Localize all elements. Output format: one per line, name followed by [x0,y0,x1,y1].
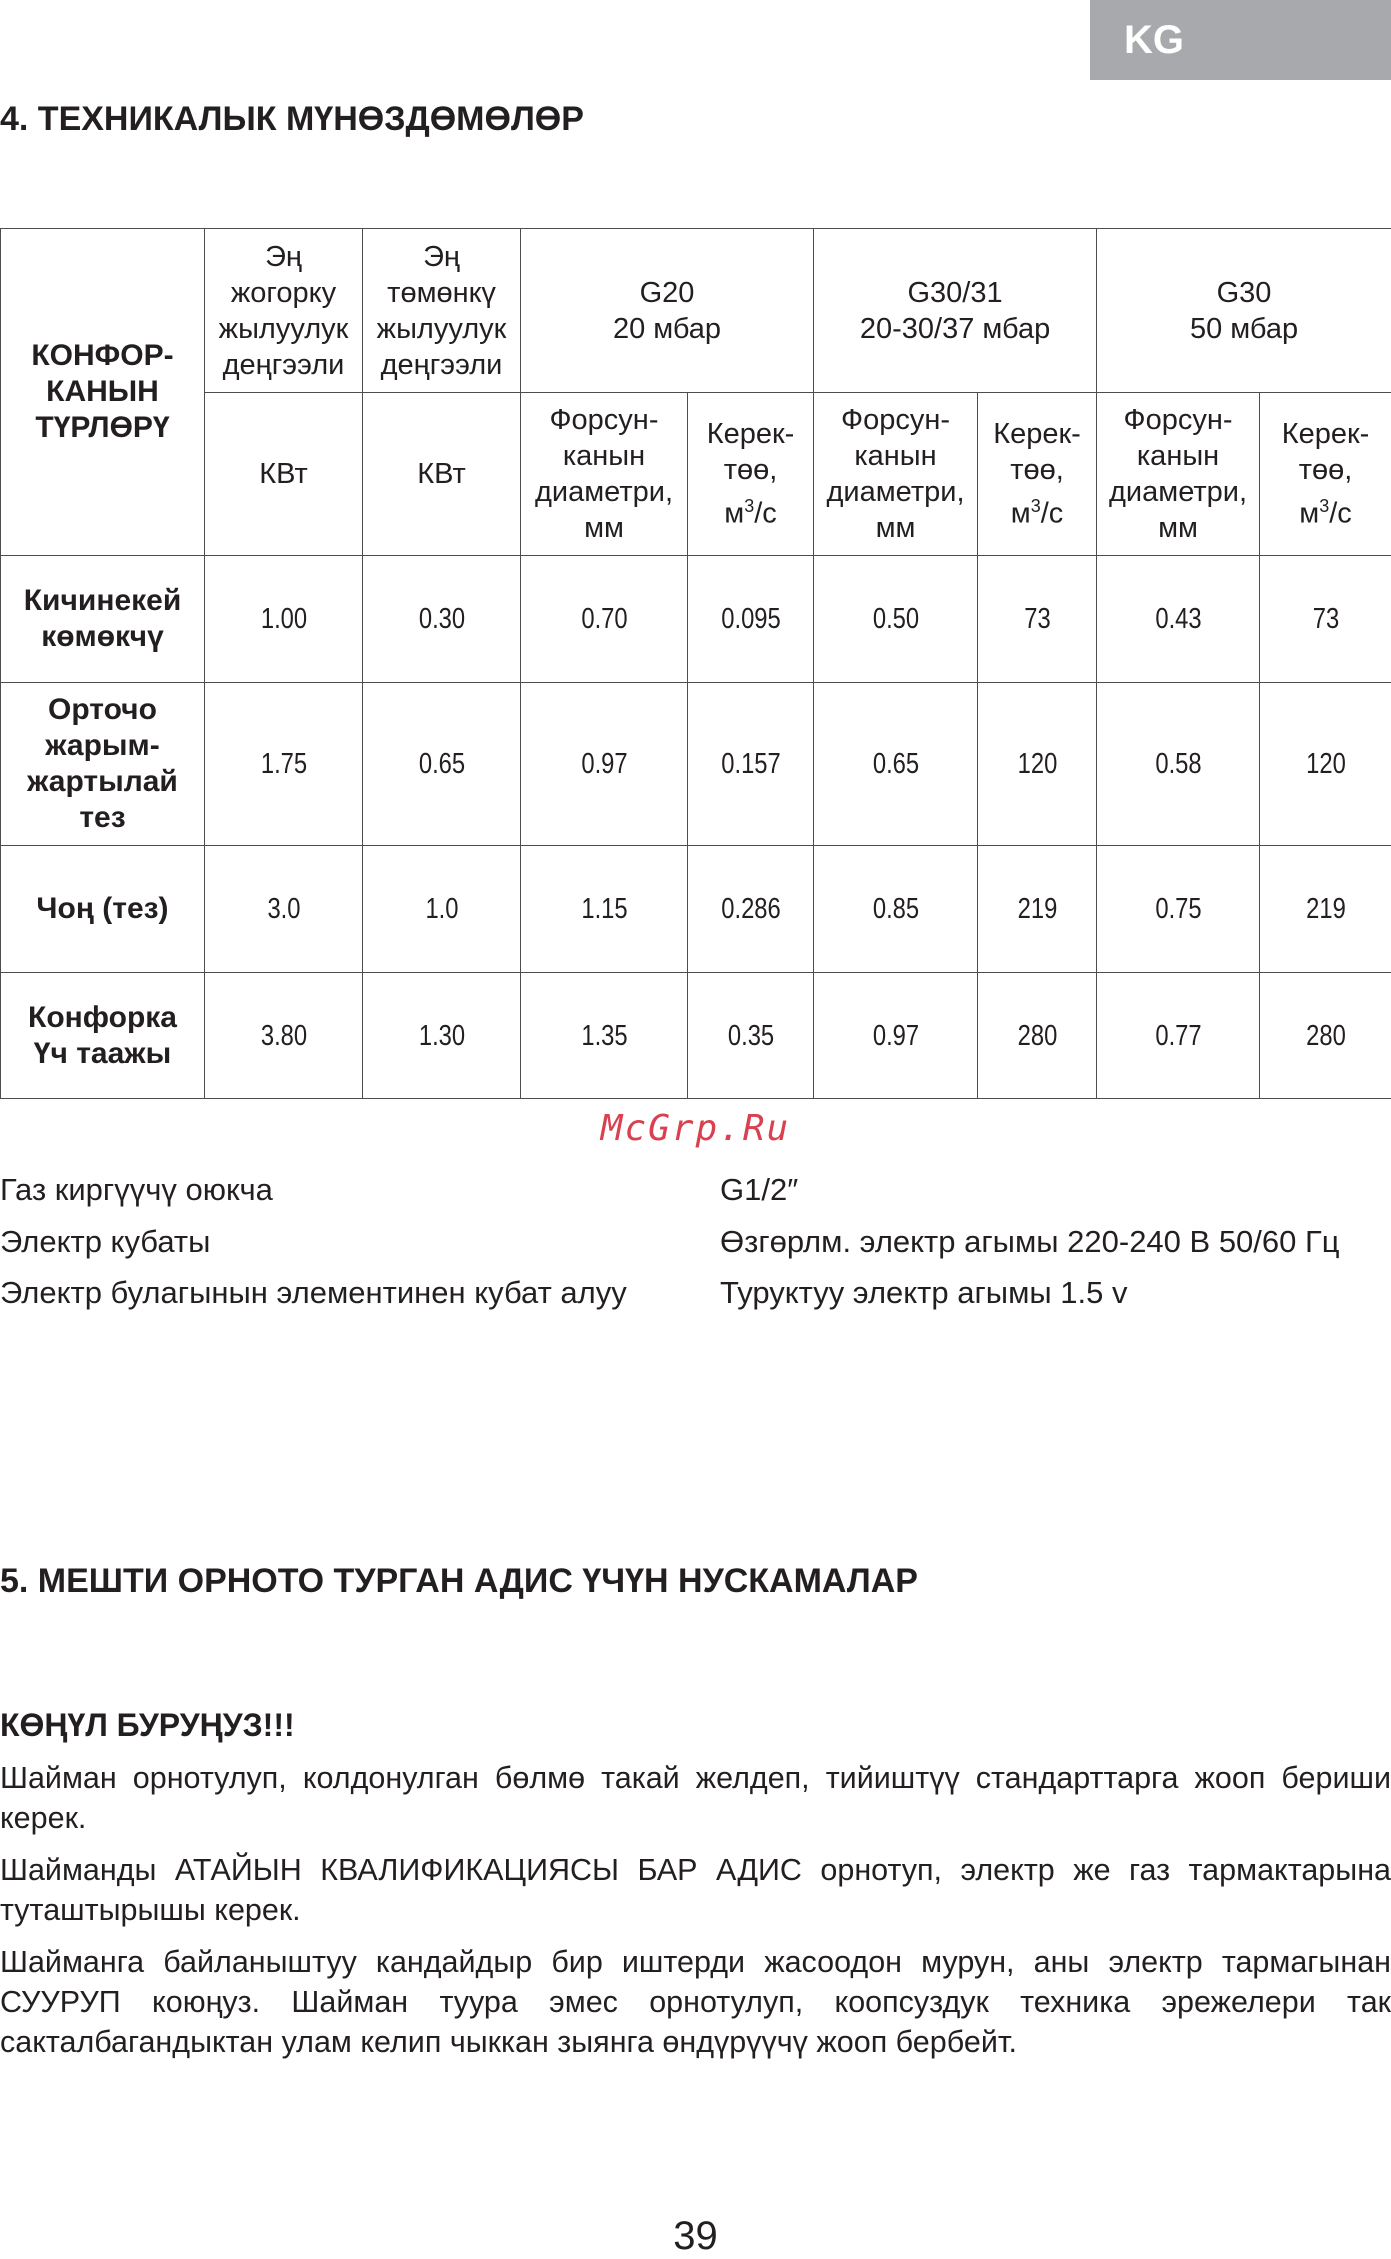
row-burner-name: Кичинекей көмөкчү [1,556,205,683]
cell-g3031-nozzle: 0.50 [828,556,962,683]
cell-max-kw: 3.80 [219,973,349,1099]
table-row [1,973,1391,1099]
cell-g20-flow: 0.35 [699,973,802,1099]
cell-g20-flow: 0.095 [699,556,802,683]
paragraph-ventilation: Шайман орнотулуп, колдонулган бөлмө такай желдеп, тийиштүү стандарттарга жооп бериши керек. [0,1758,1391,1838]
spec-battery-power [0,1275,1391,1315]
spec-electric-power [0,1224,1391,1264]
header-gas-flow: Керек- төө, $м^3/с$ [978,393,1097,556]
spec-label: Электр кубаты [0,1224,210,1260]
cell-g3031-flow: 120 [988,683,1086,846]
cell-g20-flow: 0.157 [699,683,802,846]
cell-g20-flow: 0.286 [699,846,802,973]
row-burner-name: Орточо жарым- жартылай тез [1,683,205,846]
cell-g3031-nozzle: 0.65 [828,683,962,846]
header-gas-flow: Керек- төө, $м^3/с$ [1260,393,1391,556]
language-tab: KG [1090,0,1391,80]
cell-g30-nozzle: 0.75 [1111,846,1245,973]
section-4-title: 4. ТЕХНИКАЛЫК МҮНӨЗДӨМӨЛӨР [0,100,584,139]
table-row [1,683,1391,846]
cell-g20-nozzle: 1.35 [536,973,673,1099]
header-burner-types: КОНФОР- КАНЫН ТҮРЛӨРҮ [1,229,205,556]
cell-g20-nozzle: 0.97 [536,683,673,846]
cell-g30-nozzle: 0.58 [1111,683,1245,846]
cell-min-kw: 0.30 [377,556,507,683]
cell-min-kw: 1.30 [377,973,507,1099]
cell-g30-flow: 219 [1271,846,1379,973]
cell-g20-nozzle: 0.70 [536,556,673,683]
watermark: McGrp.Ru [0,1108,1391,1149]
spec-label: Электр булагынын элементинен кубат алуу [0,1275,627,1311]
header-max-heat: Эң жогорку жылуулук деңгээли [205,229,363,393]
cell-max-kw: 1.00 [219,556,349,683]
table-header-row-2 [1,393,1391,556]
cell-min-kw: 0.65 [377,683,507,846]
header-nozzle-diameter: Форсун- канын диаметри, мм [521,393,688,556]
table-row [1,846,1391,973]
cell-g3031-flow: 73 [988,556,1086,683]
spec-value: G1/2″ [720,1172,798,1208]
spec-value: Туруктуу электр агымы 1.5 v [720,1275,1127,1311]
table-row [1,556,1391,683]
cell-g30-flow: 280 [1271,973,1379,1099]
section-5-title: 5. МЕШТИ ОРНОТО ТУРГАН АДИС ҮЧҮН НУСКАМАЛАР [0,1562,918,1601]
spec-value: Өзгөрлм. электр агымы 220-240 В 50/60 Гц [720,1224,1340,1260]
cell-g20-nozzle: 1.15 [536,846,673,973]
cell-g30-nozzle: 0.43 [1111,556,1245,683]
header-gas-flow: Керек- төө, $м^3/с$ [688,393,814,556]
table-header-row-1 [1,229,1391,393]
burner-spec-table [0,228,1391,1099]
row-burner-name: Чоң (тез) [1,846,205,973]
cell-g30-flow: 73 [1271,556,1379,683]
unit-kw: КВт [205,393,363,556]
cell-g3031-nozzle: 0.85 [828,846,962,973]
header-nozzle-diameter: Форсун- канын диаметри, мм [1097,393,1260,556]
cell-max-kw: 1.75 [219,683,349,846]
cell-min-kw: 1.0 [377,846,507,973]
header-gas-g20: G20 20 мбар [521,229,814,393]
header-gas-g30: G30 50 мбар [1097,229,1391,393]
row-burner-name: Конфорка Үч таажы [1,973,205,1099]
spec-gas-inlet [0,1172,1391,1212]
warning-title: КӨҢҮЛ БУРУҢУЗ!!! [0,1707,295,1744]
spec-label: Газ киргүүчү оюкча [0,1172,273,1208]
cell-max-kw: 3.0 [219,846,349,973]
unit-kw: КВт [363,393,521,556]
cell-g30-nozzle: 0.77 [1111,973,1245,1099]
cell-g30-flow: 120 [1271,683,1379,846]
cell-g3031-flow: 219 [988,846,1086,973]
cell-g3031-flow: 280 [988,973,1086,1099]
paragraph-disconnect-warning: Шайманга байланыштуу кандайдыр бир иштерди жасоодон мурун, аны электр тармагынан СУУРУП коюңуз. Шайман туура эмес орнотулуп, коопсуздук техника эрежелери так сакталбагандыктан улам келип чыккан зыянга өндүрүүчү жооп бербейт. [0,1942,1391,2062]
header-min-heat: Эң төмөнкү жылуулук деңгээли [363,229,521,393]
header-nozzle-diameter: Форсун- канын диаметри, мм [814,393,978,556]
page-number: 39 [0,2214,1391,2259]
header-gas-g30-31: G30/31 20-30/37 мбар [814,229,1097,393]
cell-g3031-nozzle: 0.97 [828,973,962,1099]
paragraph-qualified-installer: Шайманды АТАЙЫН КВАЛИФИКАЦИЯСЫ БАР АДИС орнотуп, электр же газ тармактарына туташтырышы керек. [0,1850,1391,1930]
